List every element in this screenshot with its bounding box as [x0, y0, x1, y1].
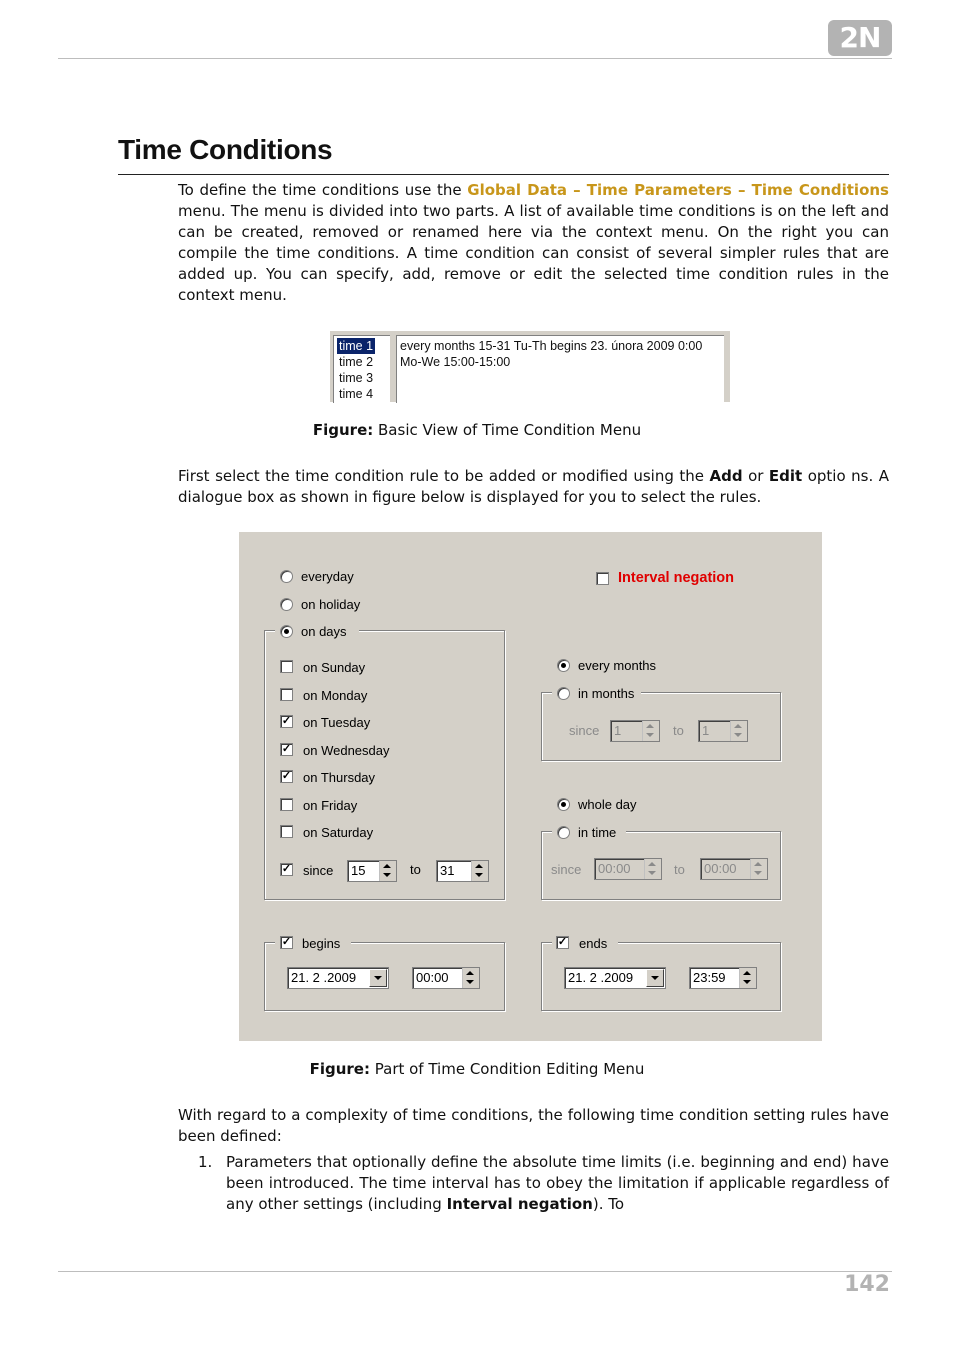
on-holiday-radio[interactable] — [280, 598, 293, 611]
list-item[interactable]: time 1 — [339, 339, 374, 353]
figure2-caption: Figure: Part of Time Condition Editing Menu — [309, 1060, 645, 1078]
list-item[interactable]: time 4 — [339, 387, 374, 401]
friday-checkbox[interactable] — [280, 798, 293, 811]
menu-path: Global Data – Time Parameters – Time Conditions — [467, 181, 889, 199]
time-since-spinner[interactable]: 00:00 — [594, 858, 662, 880]
time-condition-menu-figure — [330, 331, 730, 402]
chevron-down-icon[interactable] — [646, 969, 664, 987]
whole-day-label: whole day — [578, 797, 637, 812]
list-item[interactable]: time 3 — [339, 371, 374, 385]
chevron-down-icon[interactable] — [369, 969, 387, 987]
intro-paragraph: To define the time conditions use the Global Data – Time Parameters – Time Conditions menu. The menu is divided into two parts. A list of available time conditions is on the left and can be created, removed or renamed here via the context menu. On the right you can compile the time conditions. A time condition can consist of several simpler rules that are added up. You can specify, add, remove or edit the selected time condition rules in the context menu. — [178, 181, 889, 304]
rules-intro-paragraph: With regard to a complexity of time conditions, the following time condition setting rules have been defined: — [178, 1106, 889, 1145]
begins-date-picker[interactable]: 21. 2 .2009 — [287, 967, 389, 989]
on-days-label: on days — [301, 624, 347, 639]
in-time-radio[interactable] — [557, 826, 570, 839]
page-title: Time Conditions — [118, 134, 333, 165]
thursday-checkbox[interactable]: ✓ — [281, 770, 292, 782]
begins-checkbox[interactable]: ✓ — [281, 936, 292, 948]
rules-pane — [396, 335, 724, 403]
months-to-label: to — [673, 723, 684, 738]
since-checkbox[interactable]: ✓ — [281, 863, 292, 875]
to-day-spinner[interactable]: 31 — [436, 860, 489, 882]
every-months-label: every months — [578, 658, 657, 673]
to-label: to — [410, 862, 421, 877]
day-label: on Tuesday — [303, 715, 371, 730]
ends-label: ends — [579, 936, 608, 951]
rules-list — [178, 1152, 889, 1215]
time-to-label: to — [674, 862, 685, 877]
tuesday-checkbox[interactable]: ✓ — [281, 715, 292, 727]
interval-negation-checkbox[interactable] — [596, 572, 609, 585]
figure1-caption: Figure: Basic View of Time Condition Menu — [312, 421, 642, 439]
wednesday-checkbox[interactable]: ✓ — [281, 743, 292, 755]
sunday-checkbox[interactable] — [280, 660, 293, 673]
time-condition-list — [333, 335, 390, 403]
every-months-radio[interactable] — [557, 659, 570, 672]
title-underline — [118, 174, 889, 175]
saturday-checkbox[interactable] — [280, 825, 293, 838]
everyday-radio[interactable] — [280, 570, 293, 583]
monday-checkbox[interactable] — [280, 688, 293, 701]
months-since-spinner[interactable]: 1 — [610, 720, 660, 742]
on-days-radio[interactable] — [280, 625, 293, 638]
months-since-label: since — [569, 723, 600, 738]
time-condition-edit-dialog — [239, 532, 822, 1041]
footer-rule — [58, 1271, 892, 1272]
day-label: on Monday — [303, 688, 368, 703]
time-since-label: since — [551, 862, 582, 877]
rule-line[interactable]: every months 15-31 Tu-Th begins 23. února 2009 0:00 — [400, 339, 703, 353]
day-label: on Saturday — [303, 825, 374, 840]
in-months-radio[interactable] — [557, 687, 570, 700]
company-logo: 2N — [828, 20, 892, 56]
header-rule — [58, 58, 892, 59]
on-holiday-label: on holiday — [301, 597, 361, 612]
day-label: on Sunday — [303, 660, 366, 675]
rule-line[interactable]: Mo-We 15:00-15:00 — [400, 355, 511, 369]
since-label: since — [303, 863, 334, 878]
ends-time-spinner[interactable]: 23:59 — [689, 967, 757, 989]
day-label: on Wednesday — [303, 743, 390, 758]
day-label: on Thursday — [303, 770, 376, 785]
ends-checkbox[interactable]: ✓ — [557, 936, 568, 948]
in-time-label: in time — [578, 825, 617, 840]
begins-time-spinner[interactable]: 00:00 — [412, 967, 480, 989]
dialog-intro-paragraph: First select the time condition rule to be added or modified using the Add or Edit optio ns. A dialogue box as shown in figure below is displayed for you to select the rules. — [178, 467, 889, 506]
list-item[interactable]: time 2 — [339, 355, 374, 369]
everyday-label: everyday — [301, 569, 354, 584]
page-number: 142 — [844, 1272, 890, 1297]
in-months-label: in months — [578, 686, 635, 701]
time-to-spinner[interactable]: 00:00 — [700, 858, 768, 880]
begins-label: begins — [302, 936, 341, 951]
day-label: on Friday — [303, 798, 358, 813]
interval-negation-label: Interval negation — [618, 570, 735, 586]
list-item: 1. Parameters that optionally define the absolute time limits (i.e. beginning and end) have been introduced. The time interval has to obey the limitation if applicable regardless of any other settings (including Interval negation). To — [198, 1153, 889, 1213]
ends-date-picker[interactable]: 21. 2 .2009 — [564, 967, 666, 989]
since-day-spinner[interactable]: 15 — [347, 860, 397, 882]
months-to-spinner[interactable]: 1 — [698, 720, 748, 742]
whole-day-radio[interactable] — [557, 798, 570, 811]
